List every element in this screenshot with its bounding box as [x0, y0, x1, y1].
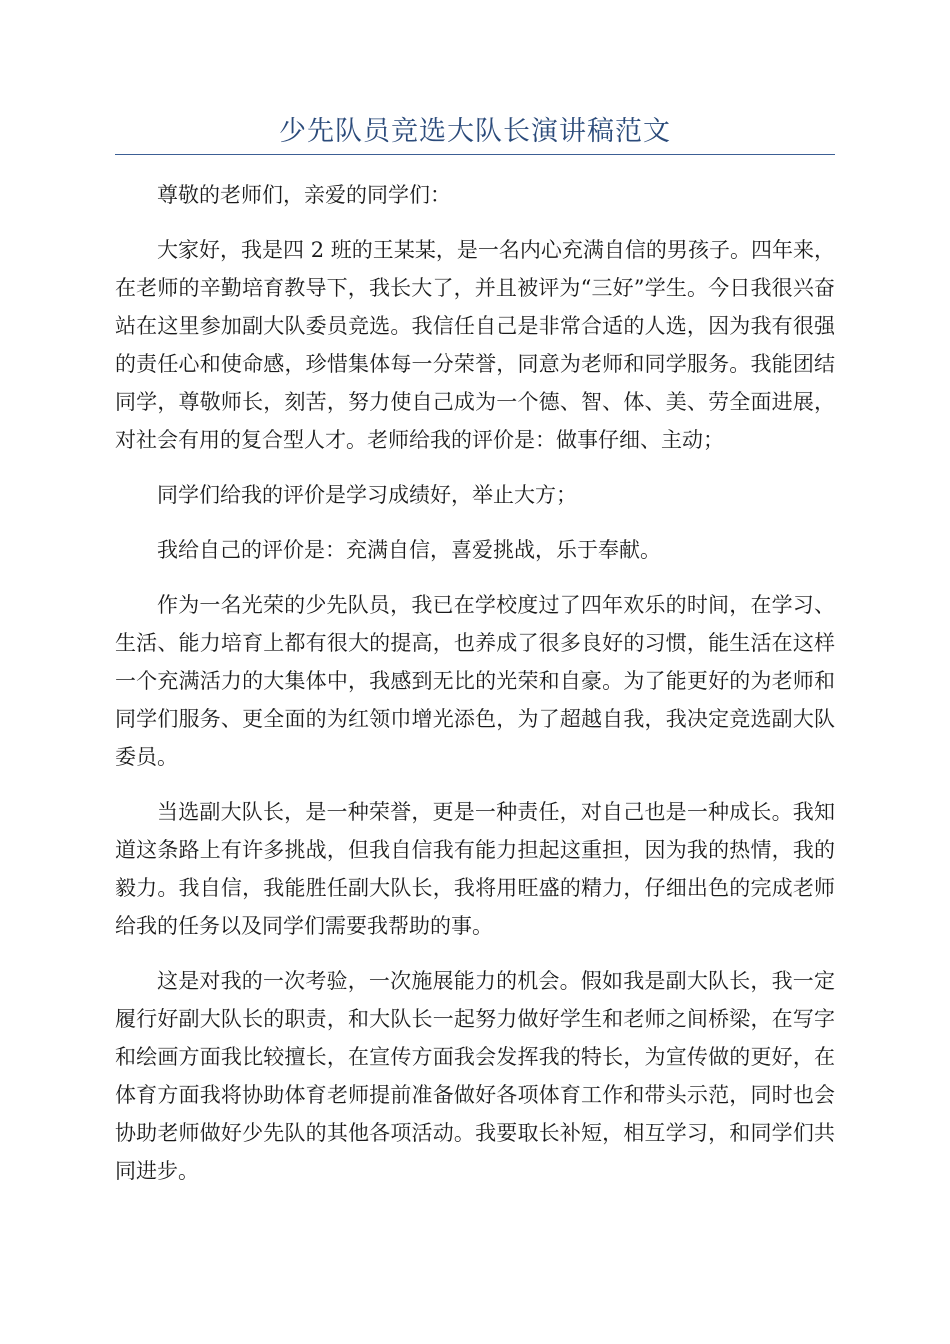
paragraph-self-evaluation: 我给自己的评价是：充满自信，喜爱挑战，乐于奉献。	[157, 538, 661, 562]
paragraph-greeting: 尊敬的老师们，亲爱的同学们：	[157, 183, 451, 207]
document-body	[115, 176, 835, 1207]
paragraph-introduction: 大家好，我是四 2 班的王某某，是一名内心充满自信的男孩子。四年来，在老师的辛勤培育教导下，我长大了，并且被评为“三好”学生。今日我很兴奋站在这里参加副大队委员竞选。我信任自己是非常合适的人选，因为我有很强的责任心和使命感，珍惜集体每一分荣誉，同意为老师和同学服务。我能团结同学，尊敬师长，刻苦，努力使自己成为一个德、智、体、美、劳全面进展，对社会有用的复合型人才。老师给我的评价是：做事仔细、主动；	[115, 238, 835, 452]
title-underline	[115, 154, 835, 155]
document-title: 少先队员竞选大队长演讲稿范文	[279, 116, 671, 147]
paragraph-motivation: 作为一名光荣的少先队员，我已在学校度过了四年欢乐的时间，在学习、生活、能力培育上都有很大的提高，也养成了很多良好的习惯，能生活在这样一个充满活力的大集体中，我感到无比的光荣和自豪。为了能更好的为老师和同学们服务、更全面的为红领巾增光添色，为了超越自我，我决定竞选副大队委员。	[115, 593, 835, 769]
paragraph-classmates-evaluation: 同学们给我的评价是学习成绩好，举止大方；	[157, 483, 577, 507]
paragraph-responsibility: 当选副大队长，是一种荣誉，更是一种责任，对自己也是一种成长。我知道这条路上有许多挑战，但我自信我有能力担起这重担，因为我的热情，我的毅力。我自信，我能胜任副大队长，我将用旺盛的精力，仔细出色的完成老师给我的任务以及同学们需要我帮助的事。	[115, 800, 835, 938]
paragraph-commitment: 这是对我的一次考验，一次施展能力的机会。假如我是副大队长，我一定履行好副大队长的职责，和大队长一起努力做好学生和老师之间桥梁，在写字和绘画方面我比较擅长，在宣传方面我会发挥我的特长，为宣传做的更好，在体育方面我将协助体育老师提前准备做好各项体育工作和带头示范，同时也会协助老师做好少先队的其他各项活动。我要取长补短，相互学习，和同学们共同进步。	[115, 969, 835, 1183]
